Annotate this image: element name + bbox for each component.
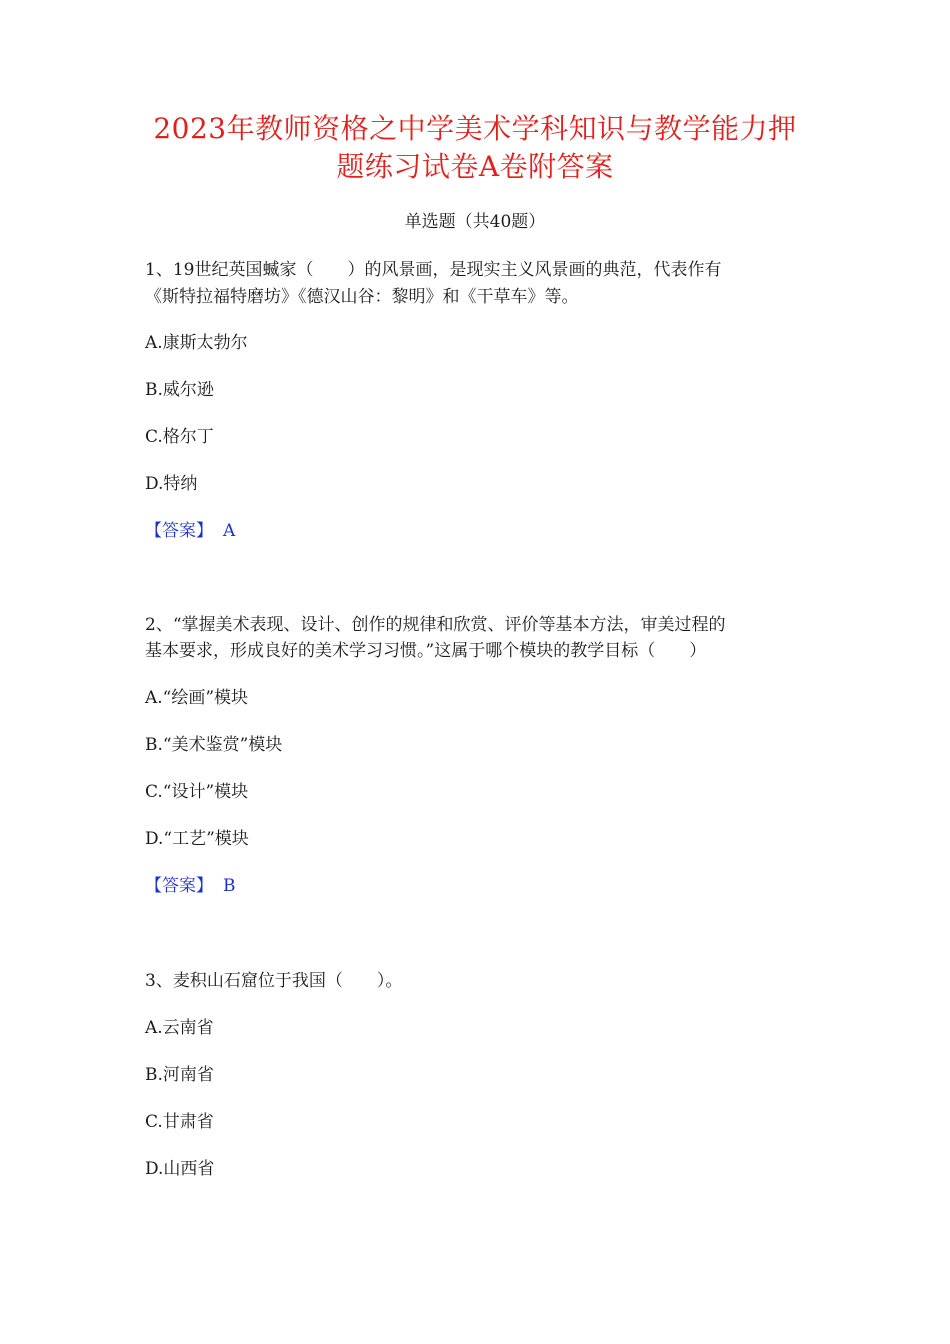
question-2-stem-line-2: 基本要求，形成良好的美术学习习惯。”这属于哪个模块的教学目标（ ） [145, 641, 707, 661]
question-3-option-a: A.云南省 [145, 1018, 214, 1038]
document-title-line-2: 题练习试卷A卷附答案 [336, 150, 614, 183]
question-3-option-c: C.甘肃省 [145, 1112, 214, 1132]
question-2-stem-line-1: 2、“掌握美术表现、设计、创作的规律和欣赏、评价等基本方法，审美过程的 [145, 615, 726, 635]
question-1-option-b: B.威尔逊 [145, 380, 214, 400]
question-2-answer [145, 874, 825, 898]
question-1-stem-line-2: 《斯特拉福特磨坊》《德汉山谷：黎明》和《干草车》等。 [145, 287, 579, 307]
question-1-option-c: C.格尔丁 [145, 427, 214, 447]
question-3-option-b: B.河南省 [145, 1065, 214, 1085]
answer-label: 【答案】 [145, 876, 213, 896]
question-2-option-c: C.“设计”模块 [145, 782, 249, 802]
question-3-stem-line-1: 3、麦积山石窟位于我国（ ）。 [145, 971, 403, 991]
section-heading: 单选题（共40题） [404, 212, 546, 232]
question-2-option-d: D.“工艺”模块 [145, 829, 249, 849]
answer-value: A [223, 521, 236, 541]
question-1-option-a: A.康斯太勃尔 [145, 333, 248, 353]
question-1-answer [145, 519, 825, 543]
document-title [100, 110, 850, 186]
question-2-option-b: B.“美术鉴赏”模块 [145, 735, 283, 755]
document-title-line-1: 2023年教师资格之中学美术学科知识与教学能力押 [153, 112, 797, 145]
question-3-option-d: D.山西省 [145, 1159, 215, 1179]
answer-label: 【答案】 [145, 521, 213, 541]
question-1-stem-line-1: 1、19世纪英国蝛家（ ）的风景画，是现实主义风景画的典范，代表作有 [145, 260, 722, 280]
question-1-option-d: D.特纳 [145, 474, 198, 494]
answer-value: B [223, 876, 236, 896]
question-2-option-a: A.“绘画”模块 [145, 688, 249, 708]
